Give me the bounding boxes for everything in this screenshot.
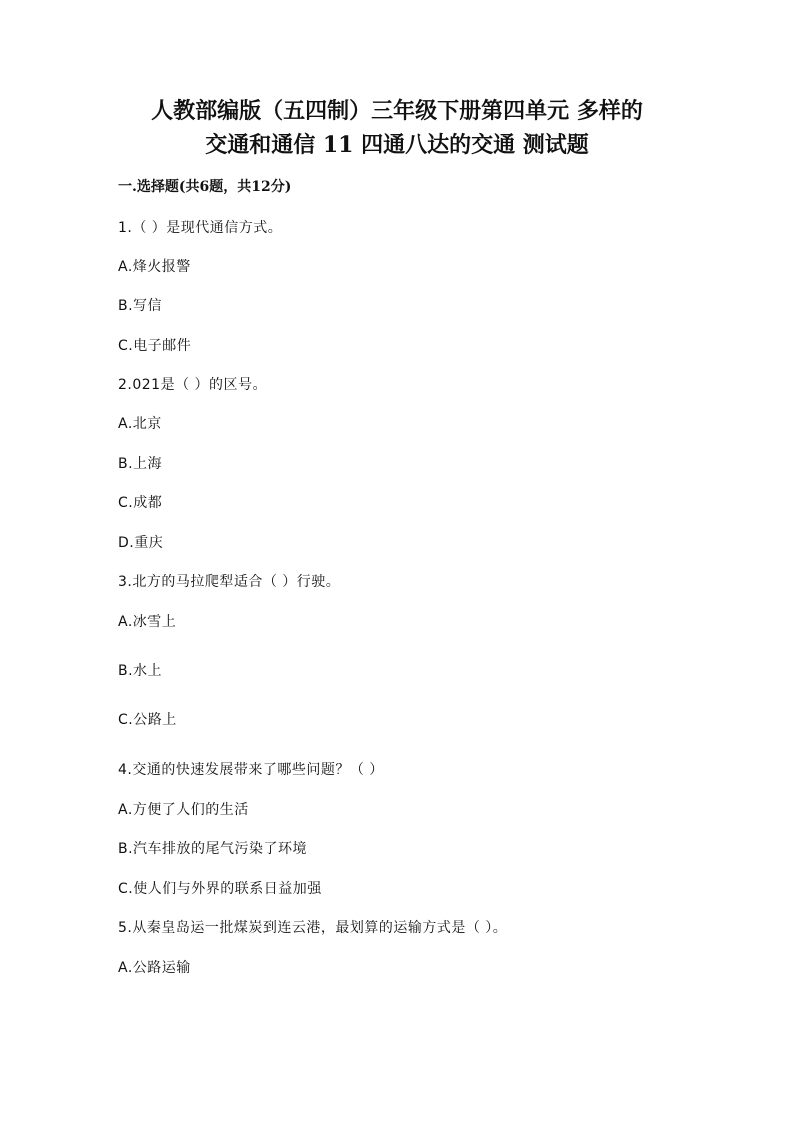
question-2-option-a: A.北京 (118, 416, 162, 432)
question-1-option-b: B.写信 (118, 298, 163, 314)
page-title-line-2: 交通和通信 11 四通八达的交通 测试题 (205, 132, 589, 158)
question-1-stem: 1.（ ）是现代通信方式。 (118, 220, 283, 236)
question-1-option-c: C.电子邮件 (118, 338, 192, 354)
question-3-stem: 3.北方的马拉爬犁适合（ ）行驶。 (118, 574, 341, 590)
question-4-option-b: B.汽车排放的尾气污染了环境 (118, 841, 308, 857)
question-2-option-d: D.重庆 (118, 535, 164, 551)
question-2-option-b: B.上海 (118, 456, 163, 472)
question-3-option-a: A.冰雪上 (118, 614, 177, 630)
question-5-option-a: A.公路运输 (118, 960, 191, 976)
page-title-line-1: 人教部编版（五四制）三年级下册第四单元 多样的 (151, 98, 643, 124)
question-4-option-a: A.方便了人们的生活 (118, 802, 249, 818)
question-5-stem: 5.从秦皇岛运一批煤炭到连云港，最划算的运输方式是（ ）。 (118, 920, 508, 936)
question-1-option-a: A.烽火报警 (118, 259, 191, 275)
question-4-option-c: C.使人们与外界的联系日益加强 (118, 881, 322, 897)
section-heading: 一.选择题(共6题，共12分) (118, 179, 292, 195)
question-2-option-c: C.成都 (118, 495, 163, 511)
question-3-option-b: B.水上 (118, 663, 163, 679)
question-3-option-c: C.公路上 (118, 712, 177, 728)
question-4-stem: 4.交通的快速发展带来了哪些问题？（ ） (118, 762, 384, 778)
question-2-stem: 2.021是（ ）的区号。 (118, 377, 268, 393)
